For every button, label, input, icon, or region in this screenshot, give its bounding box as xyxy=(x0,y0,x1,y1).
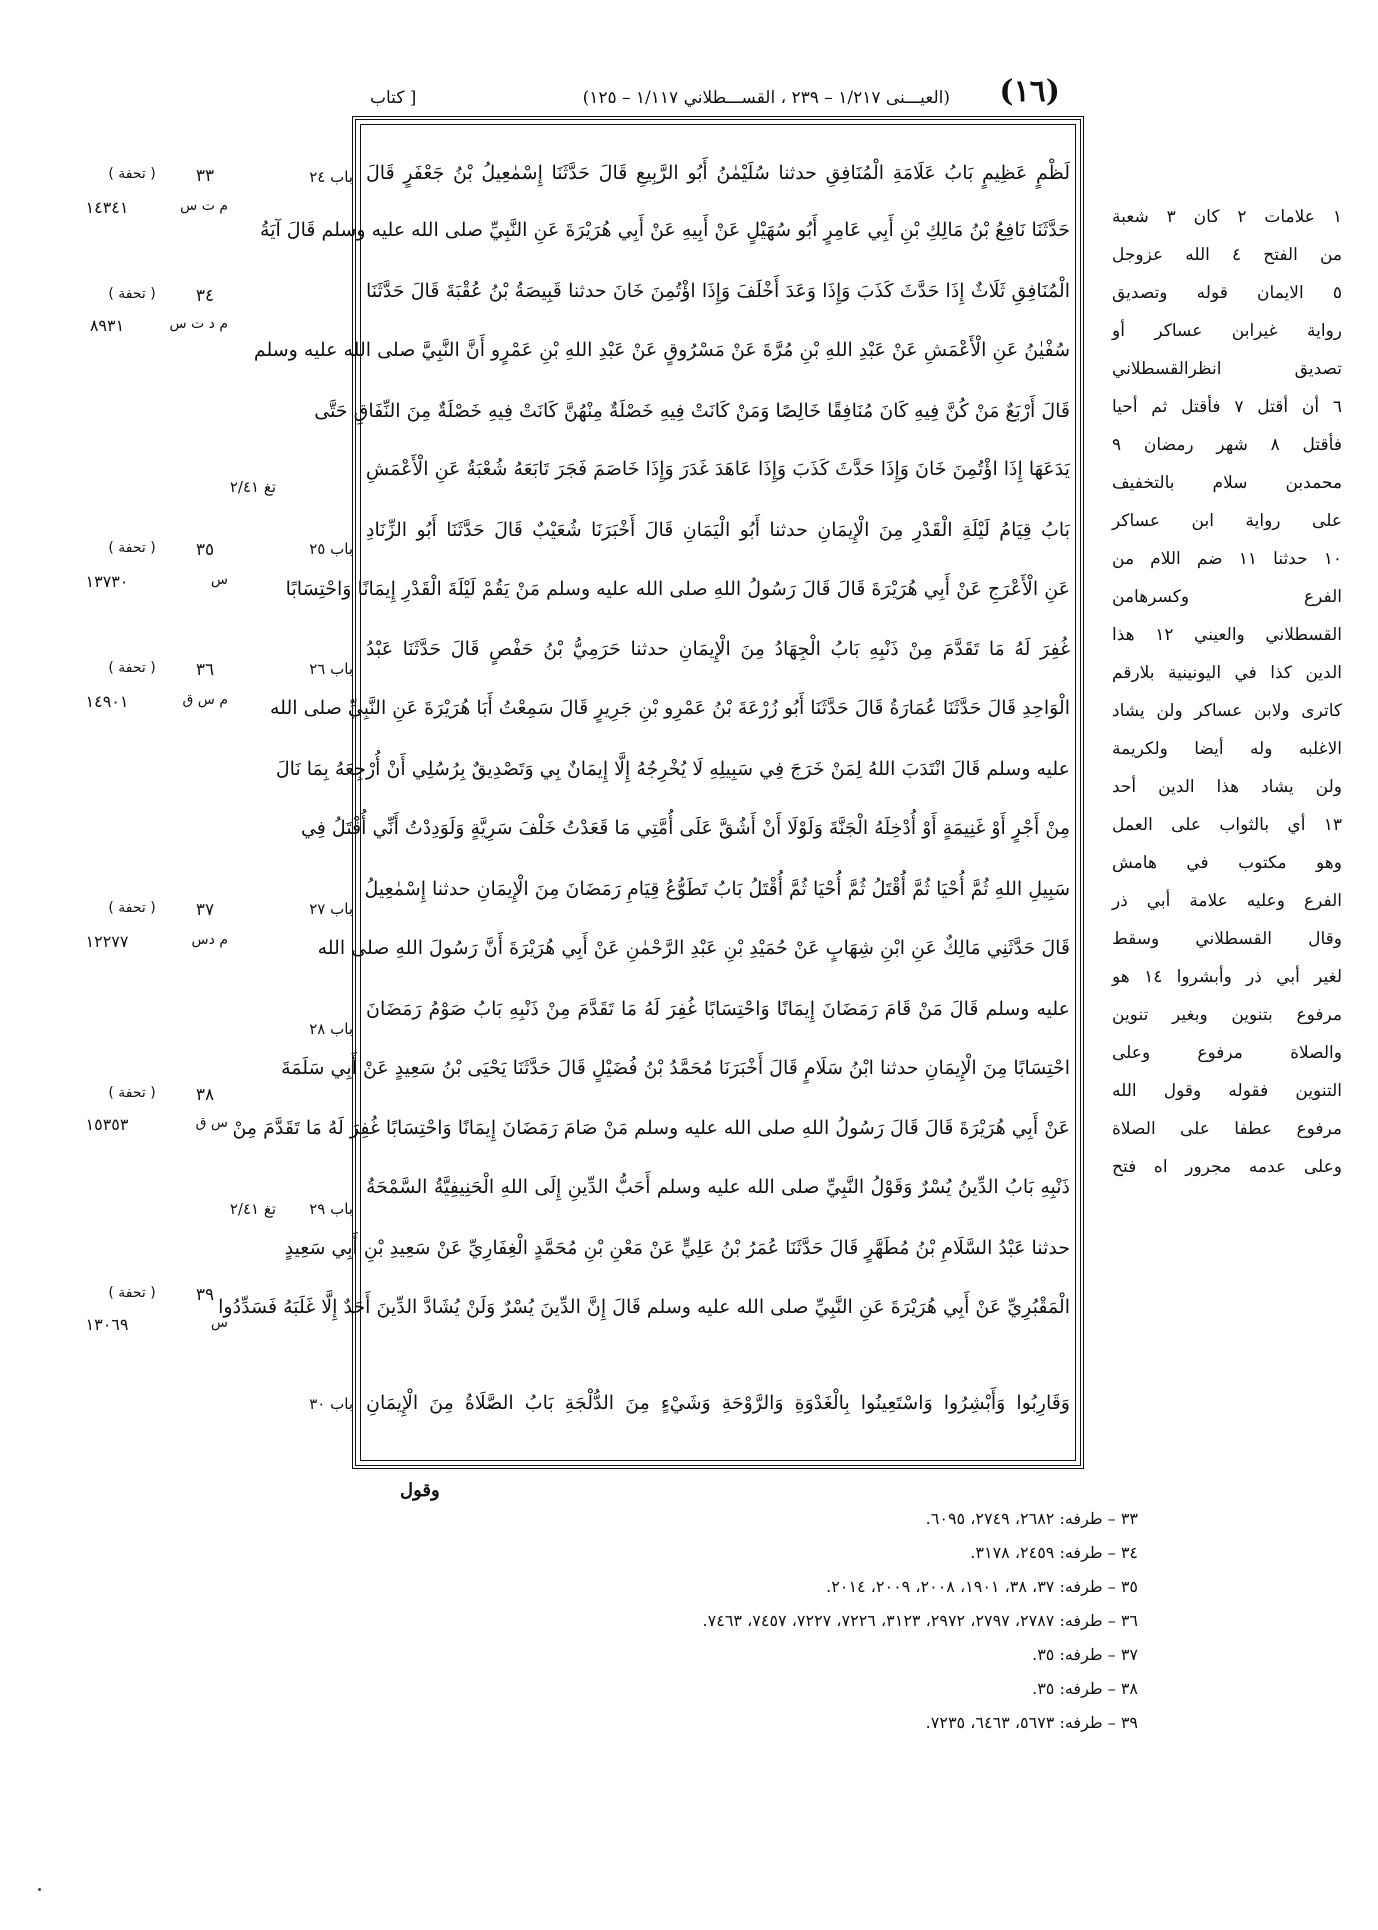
margin-note: ولن يشاد هذا الدين أحد xyxy=(1112,777,1342,797)
text-line: لَظْمٍ عَظِيمٍ بَابُ عَلَامَةِ الْمُنَافِقِ حدثنا سُلَيْمٰنُ أَبُو الرَّبِيعِ قَالَ حَدَّثَنَا إِسْمٰعِيلُ بْنُ جَعْفَرٍ قَالَ xyxy=(366,162,1070,184)
hadith-number: ٣٩ xyxy=(195,1285,215,1305)
tuhfa-number: ٨٩٣١ xyxy=(89,316,125,335)
tuhfa-sigla: م ت س xyxy=(180,198,228,214)
text-line: الْوَاحِدِ قَالَ حَدَّثَنَا عُمَارَةُ قَالَ حَدَّثَنَا أَبُو زُرْعَةَ بْنُ عَمْرِو بْنِ جَرِيرٍ قَالَ سَمِعْتُ أَبَا هُرَيْرَةَ عَنِ النَّبِيِّ صلى الله xyxy=(270,697,1070,719)
footnote: ٣٥ – طرفه: ٣٧، ٣٨، ١٩٠١، ٢٠٠٨، ٢٠٠٩، ٢٠١٤. xyxy=(826,1577,1138,1596)
margin-note: رواية غيرابن عساكر أو xyxy=(1112,321,1342,341)
margin-note: الفرع وعليه علامة أبي ذر xyxy=(1112,891,1342,911)
bab-label: باب ٢٩ xyxy=(309,1200,353,1218)
margin-note: ١ علامات ٢ كان ٣ شعبة xyxy=(1112,207,1342,227)
margin-note: الاغلبه وله أيضا ولكريمة xyxy=(1112,739,1342,759)
footnote: ٣٨ – طرفه: ٣٥. xyxy=(1032,1679,1138,1698)
cross-references: (العيـــنى ١/٢١٧ – ٢٣٩ ، القســـطلاني ١/١١٧ – ١٢٥) xyxy=(582,88,950,108)
tuhfa-label: ( تحفة ) xyxy=(108,540,156,556)
text-line: حَدَّثَنَا نَافِعُ بْنُ مَالِكِ بْنِ أَبِي عَامِرٍ أَبُو سُهَيْلٍ عَنْ أَبِيهِ عَنْ أَبِي هُرَيْرَةَ عَنِ النَّبِيِّ صلى الله عليه وسلم قَالَ آيَةُ xyxy=(260,219,1070,241)
margin-note: مرفوع عطفا على الصلاة xyxy=(1112,1119,1342,1139)
margin-note: ٥ الايمان قوله وتصديق xyxy=(1112,283,1342,303)
tuhfa-label: ( تحفة ) xyxy=(108,900,156,916)
margin-note: ١٠ حدثنا ١١ ضم اللام من xyxy=(1112,549,1342,569)
tuhfa-sigla: س ق xyxy=(195,1115,228,1131)
tuhfa-number: ١٤٩٠١ xyxy=(85,692,129,711)
margin-note: مرفوع بتنوين وبغير تنوين xyxy=(1112,1005,1342,1025)
hadith-number: ٣٧ xyxy=(195,900,215,920)
bab-label: باب ٢٨ xyxy=(309,1020,353,1038)
page-number: (١٦) xyxy=(999,74,1060,109)
footnote: ٣٧ – طرفه: ٣٥. xyxy=(1032,1645,1138,1664)
text-line: سُفْيٰنُ عَنِ الْأَعْمَشِ عَنْ عَبْدِ اللهِ بْنِ مُرَّةَ عَنْ مَسْرُوقٍ عَنْ عَبْدِ اللهِ بْنِ عَمْرٍو أَنَّ النَّبِيَّ صلى الله عليه وسلم xyxy=(253,339,1070,361)
margin-note: ١٣ أي بالثواب على العمل xyxy=(1112,815,1342,835)
bab-label: باب ٢٦ xyxy=(309,660,353,678)
page-header xyxy=(370,74,1060,114)
margin-note: الفرع وكسرهامن xyxy=(1112,587,1342,607)
text-line: وَقَارِبُوا وَأَبْشِرُوا وَاسْتَعِينُوا بِالْغَدْوَةِ وَالرَّوْحَةِ وَشَيْءٍ مِنَ الدُّلْجَةِ بَابُ الصَّلَاةُ مِنَ الْإِيمَانِ xyxy=(366,1392,1070,1414)
hadith-number: ٣٣ xyxy=(195,166,215,186)
margin-note: الدين كذا في اليونينية بلارقم xyxy=(1112,663,1342,683)
text-line: احْتِسَابًا مِنَ الْإِيمَانِ حدثنا ابْنُ سَلَامٍ قَالَ أَخْبَرَنَا مُحَمَّدُ بْنُ فُضَيْلٍ قَالَ حَدَّثَنَا يَحْيَى بْنُ سَعِيدٍ عَنْ أَبِي سَلَمَةَ xyxy=(281,1057,1070,1079)
hadith-number: ٣٦ xyxy=(195,660,215,680)
text-line: الْمَقْبُرِيِّ عَنْ أَبِي هُرَيْرَةَ عَنِ النَّبِيِّ صلى الله عليه وسلم قَالَ إِنَّ الدِّينَ يُسْرٌ وَلَنْ يُشَادَّ الدِّينَ أَحَدٌ إِلَّا غَلَبَهُ فَسَدِّدُوا xyxy=(218,1296,1070,1318)
margin-note: لغير أبي ذر وأبشروا ١٤ هو xyxy=(1112,967,1342,987)
tuhfa-sigla: م دس xyxy=(191,932,228,948)
footnote: ٣٩ – طرفه: ٥٦٧٣، ٦٤٦٣، ٧٢٣٥. xyxy=(925,1713,1138,1732)
tuhfa-label: ( تحفة ) xyxy=(108,1285,156,1301)
scan-speck xyxy=(38,1888,41,1891)
bab-label: باب ٢٧ xyxy=(309,900,353,918)
tagh-reference: تغ ٢/٤١ xyxy=(229,1200,276,1218)
text-line: غُفِرَ لَهُ مَا تَقَدَّمَ مِنْ ذَنْبِهِ بَابُ الْجِهَادُ مِنَ الْإِيمَانِ حدثنا حَرَمِيُّ بْنُ حَفْصٍ قَالَ حَدَّثَنَا عَبْدُ xyxy=(366,638,1070,660)
margin-note: على رواية ابن عساكر xyxy=(1112,511,1342,531)
tuhfa-label: ( تحفة ) xyxy=(108,660,156,676)
margin-note: كاترى ولابن عساكر ولن يشاد xyxy=(1112,701,1342,721)
hadith-number: ٣٤ xyxy=(195,286,215,306)
margin-note: القسطلاني والعيني ١٢ هذا xyxy=(1112,625,1342,645)
tuhfa-number: ١٥٣٥٣ xyxy=(85,1115,129,1134)
footnote: ٣٦ – طرفه: ٢٧٨٧، ٢٧٩٧، ٢٩٧٢، ٣١٢٣، ٧٢٢٦، ٧٢٢٧، ٧٤٥٧، ٧٤٦٣. xyxy=(702,1611,1138,1630)
text-line: عَنِ الْأَعْرَجِ عَنْ أَبِي هُرَيْرَةَ قَالَ قَالَ رَسُولُ اللهِ صلى الله عليه وسلم مَنْ يَقُمْ لَيْلَةَ الْقَدْرِ إِيمَانًا وَاحْتِسَابًا xyxy=(285,578,1070,600)
tuhfa-number: ١٣٧٣٠ xyxy=(85,572,129,591)
text-line: قَالَ حَدَّثَنِي مَالِكٌ عَنِ ابْنِ شِهَابٍ عَنْ حُمَيْدِ بْنِ عَبْدِ الرَّحْمٰنِ عَنْ أَبِي هُرَيْرَةَ أَنَّ رَسُولَ اللهِ صلى الله xyxy=(317,937,1070,959)
text-line: عَنْ أَبِي هُرَيْرَةَ قَالَ قَالَ رَسُولُ اللهِ صلى الله عليه وسلم مَنْ صَامَ رَمَضَانَ إِيمَانًا وَاحْتِسَابًا غُفِرَ لَهُ مَا تَقَدَّمَ مِنْ xyxy=(232,1117,1070,1139)
tuhfa-number: ١٤٣٤١ xyxy=(85,198,129,217)
margin-note: ٦ أن أقتل ٧ فأقتل ثم أحيا xyxy=(1112,397,1342,417)
text-line: سَبِيلِ اللهِ ثُمَّ أُحْيَا ثُمَّ أُقْتَلُ ثُمَّ أُحْيَا ثُمَّ أُقْتَلُ بَابُ تَطَوُّعُ قِيَامِ رَمَضَانَ مِنَ الْإِيمَانِ حدثنا إِسْمٰعِيلُ xyxy=(364,878,1070,900)
tuhfa-sigla: م س ق xyxy=(182,692,228,708)
catchword: وقول xyxy=(400,1480,440,1501)
book-title: [ كتاب xyxy=(370,88,417,108)
text-line: قَالَ أَرْبَعٌ مَنْ كُنَّ فِيهِ كَانَ مُنَافِقًا خَالِصًا وَمَنْ كَانَتْ فِيهِ خَصْلَةٌ مِنْهُنَّ كَانَتْ فِيهِ خَصْلَةٌ مِنَ النِّفَاقِ حَتَّى xyxy=(314,400,1070,422)
tagh-reference: تغ ٢/٤١ xyxy=(229,478,276,496)
margin-note: وقال القسطلاني وسقط xyxy=(1112,929,1342,949)
bab-label: باب ٣٠ xyxy=(309,1395,353,1413)
tuhfa-sigla: س xyxy=(210,1315,228,1331)
margin-note: تصديق انظرالقسطلاني xyxy=(1112,359,1342,379)
bab-label: باب ٢٥ xyxy=(309,540,353,558)
text-line: بَابُ قِيَامُ لَيْلَةِ الْقَدْرِ مِنَ الْإِيمَانِ حدثنا أَبُو الْيَمَانِ قَالَ أَخْبَرَنَا شُعَيْبٌ قَالَ حَدَّثَنَا أَبُو الزِّنَادِ xyxy=(366,519,1070,541)
margin-note: التنوين فقوله وقول الله xyxy=(1112,1081,1342,1101)
footnote: ٣٣ – طرفه: ٢٦٨٢، ٢٧٤٩، ٦٠٩٥. xyxy=(925,1509,1138,1528)
margin-note: محمدبن سلام بالتخفيف xyxy=(1112,473,1342,493)
tuhfa-number: ١٢٢٧٧ xyxy=(85,932,129,951)
margin-note: فأقتل ٨ شهر رمضان ٩ xyxy=(1112,435,1342,455)
text-line: الْمُنَافِقِ ثَلَاثٌ إِذَا حَدَّثَ كَذَبَ وَإِذَا وَعَدَ أَخْلَفَ وَإِذَا اؤْتُمِنَ خَانَ حدثنا قَبِيصَةُ بْنُ عُقْبَةَ قَالَ حَدَّثَنَا xyxy=(366,280,1070,302)
hadith-number: ٣٥ xyxy=(195,540,215,560)
margin-note: من الفتح ٤ الله عزوجل xyxy=(1112,245,1342,265)
tuhfa-label: ( تحفة ) xyxy=(108,286,156,302)
margin-note: وعلى عدمه مجرور اه فتح xyxy=(1112,1157,1342,1177)
tuhfa-sigla: س xyxy=(210,572,228,588)
text-line: ذَنْبِهِ بَابُ الدِّينُ يُسْرٌ وَقَوْلُ النَّبِيِّ صلى الله عليه وسلم أَحَبُّ الدِّينِ إِلَى اللهِ الْحَنِيفِيَّةُ السَّمْحَةُ xyxy=(366,1176,1070,1198)
tuhfa-label: ( تحفة ) xyxy=(108,166,156,182)
tuhfa-sigla: م د ت س xyxy=(169,316,228,332)
text-line: مِنْ أَجْرٍ أَوْ غَنِيمَةٍ أَوْ أُدْخِلَهُ الْجَنَّةَ وَلَوْلَا أَنْ أَشُقَّ عَلَى أُمَّتِي مَا قَعَدْتُ خَلْفَ سَرِيَّةٍ وَلَوَدِدْتُ أَنِّي أُقْتَلُ فِي xyxy=(300,817,1070,839)
margin-note: والصلاة مرفوع وعلى xyxy=(1112,1043,1342,1063)
footnote: ٣٤ – طرفه: ٢٤٥٩، ٣١٧٨. xyxy=(970,1543,1138,1562)
text-line: عليه وسلم قَالَ انْتَدَبَ اللهُ لِمَنْ خَرَجَ فِي سَبِيلِهِ لَا يُخْرِجُهُ إِلَّا إِيمَانٌ بِي وَتَصْدِيقٌ بِرُسُلِي أَنْ أُرْجِعَهُ بِمَا نَالَ xyxy=(275,758,1070,780)
tuhfa-number: ١٣٠٦٩ xyxy=(85,1315,129,1334)
tuhfa-label: ( تحفة ) xyxy=(108,1085,156,1101)
text-line: عليه وسلم قَالَ مَنْ قَامَ رَمَضَانَ إِيمَانًا وَاحْتِسَابًا غُفِرَ لَهُ مَا تَقَدَّمَ مِنْ ذَنْبِهِ بَابُ صَوْمُ رَمَضَانَ xyxy=(366,998,1070,1020)
margin-note: وهو مكتوب في هامش xyxy=(1112,853,1342,873)
text-line: حدثنا عَبْدُ السَّلَامِ بْنُ مُطَهَّرٍ قَالَ حَدَّثَنَا عُمَرُ بْنُ عَلِيٍّ عَنْ مَعْنِ بْنِ مُحَمَّدٍ الْغِفَارِيِّ عَنْ سَعِيدِ بْنِ أَبِي سَعِيدٍ xyxy=(284,1237,1070,1259)
bab-label: باب ٢٤ xyxy=(309,168,353,186)
hadith-number: ٣٨ xyxy=(195,1085,215,1105)
text-line: يَدَعَهَا إِذَا اؤْتُمِنَ خَانَ وَإِذَا حَدَّثَ كَذَبَ وَإِذَا عَاهَدَ غَدَرَ وَإِذَا خَاصَمَ فَجَرَ تَابَعَهُ شُعْبَةُ عَنِ الْأَعْمَشِ xyxy=(365,458,1070,480)
